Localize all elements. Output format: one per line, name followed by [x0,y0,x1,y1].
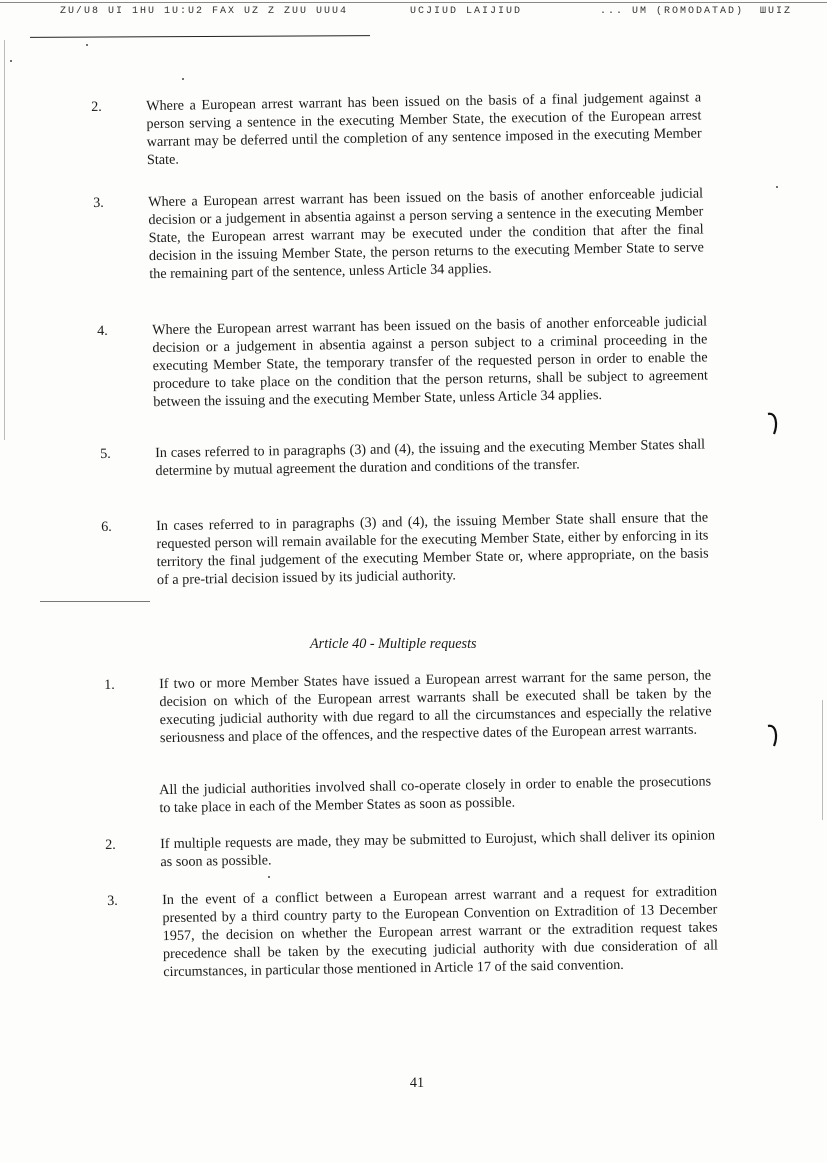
binder-hole-mark [766,722,780,748]
paragraph-number: 3. [93,194,104,211]
paragraph [93,184,715,309]
fax-header-left: ZU/U8 UI 1HU 1U:U2 FAX UZ Z ZUU UUU4 [60,6,349,17]
paragraph-number: 3. [107,892,118,909]
paragraph-number: 6. [101,518,112,535]
paragraph-text: All the judicial authorities involved shall co-operate closely in order to enable the prosecutions to take place in each of the Member States as soon as possible. [159,773,712,817]
scan-speck [86,44,88,46]
fax-header-right: ... UM (ROMODATAD) [600,6,745,17]
scan-speck [10,60,12,62]
paragraph-text: Where a European arrest warrant has been issued on the basis of another enforceable judicial decision or a judgement in absentia against a person serving a sentence in the executing Member State, the European arrest warrant may be executed under the condition that after the final decision in the issuing Member State, the person returns to the executing Member State to serve the remaining part of the sentence, unless Article 34 applies. [148,185,705,283]
scan-speck [182,78,184,80]
right-scan-edge [822,700,823,820]
paragraph-text: In cases referred to in paragraphs (3) and (4), the issuing Member State shall ensure that the requested person will remain available for the executing Member State, either by enforcing in its territory the final judgement of the executing Member State or, where appropriate, on the basis of a pre-trial decision issued by its judicial authority. [156,509,709,589]
scan-dashed-rule [40,601,150,602]
paragraph-number: 1. [104,676,115,693]
fax-header-far-right: ШUIZ [760,6,793,17]
paragraph [105,826,726,876]
header-rule [30,35,370,38]
page-number: 41 [409,1075,425,1091]
paragraph [100,435,721,505]
paragraph-number: 4. [97,322,108,339]
paragraph-text: Where a European arrest warrant has been issued on the basis of a final judgement against a person serving a sentence in the executing Member State, the execution of the European arrest warrant may be deferred until the completion of any sentence imposed in the executing Member State. [146,89,702,169]
paragraph-text: In cases referred to in paragraphs (3) and (4), the issuing and the executing Member States shall determine by mutual agreement the duration and conditions of the transfer. [155,436,706,480]
paragraph [91,88,712,188]
paragraph [104,666,725,766]
paragraph-number: 2. [105,836,116,853]
paragraph-number: 5. [100,445,111,462]
fax-header-middle: UCJIUD LAIJIUD [410,6,523,17]
binder-hole-mark [766,410,780,436]
paragraph [97,312,719,437]
top-edge-rule [0,2,827,3]
paragraph-number: 2. [91,98,102,115]
paragraph-text: Where the European arrest warrant has been issued on the basis of another enforceable judicial decision or a judgement in absentia against a person subject to a criminal proceeding in the executing Member State, the temporary transfer of the requested person in order to enable the procedure to take place on the condition that the person returns, shall be subject to agreement between the issuing and the executing Member State, unless Article 34 applies. [152,313,709,411]
left-scan-edge [4,40,5,440]
scan-speck [776,186,778,188]
paragraph-text: If multiple requests are made, they may be submitted to Eurojust, which shall deliver its opinion as soon as possible. [160,827,716,871]
paragraph-text: If two or more Member States have issued a European arrest warrant for the same person, the decision on which of the European arrest warrants shall be executed shall be taken by the executing judicial authority with due regard to all the circumstances and especially the relative seriousness and place of the offences, and the respective dates of the European arrest warrants. [159,667,712,747]
paragraph [101,508,722,608]
paragraph-text: In the event of a conflict between a European arrest warrant and a request for extradition presented by a third country party to the European Convention on Extradition of 13 December 1957, the decision on whether the European arrest warrant or the extradition request takes precedence shall be taken by the executing judicial authority with due consideration of all circumstances, in particular those mentioned in Article 17 of the said convention. [162,883,719,981]
scan-speck [268,876,270,878]
paragraph [107,882,729,1007]
article-heading: Article 40 - Multiple requests [310,636,477,652]
fax-header [60,6,800,20]
paragraph [104,772,725,822]
